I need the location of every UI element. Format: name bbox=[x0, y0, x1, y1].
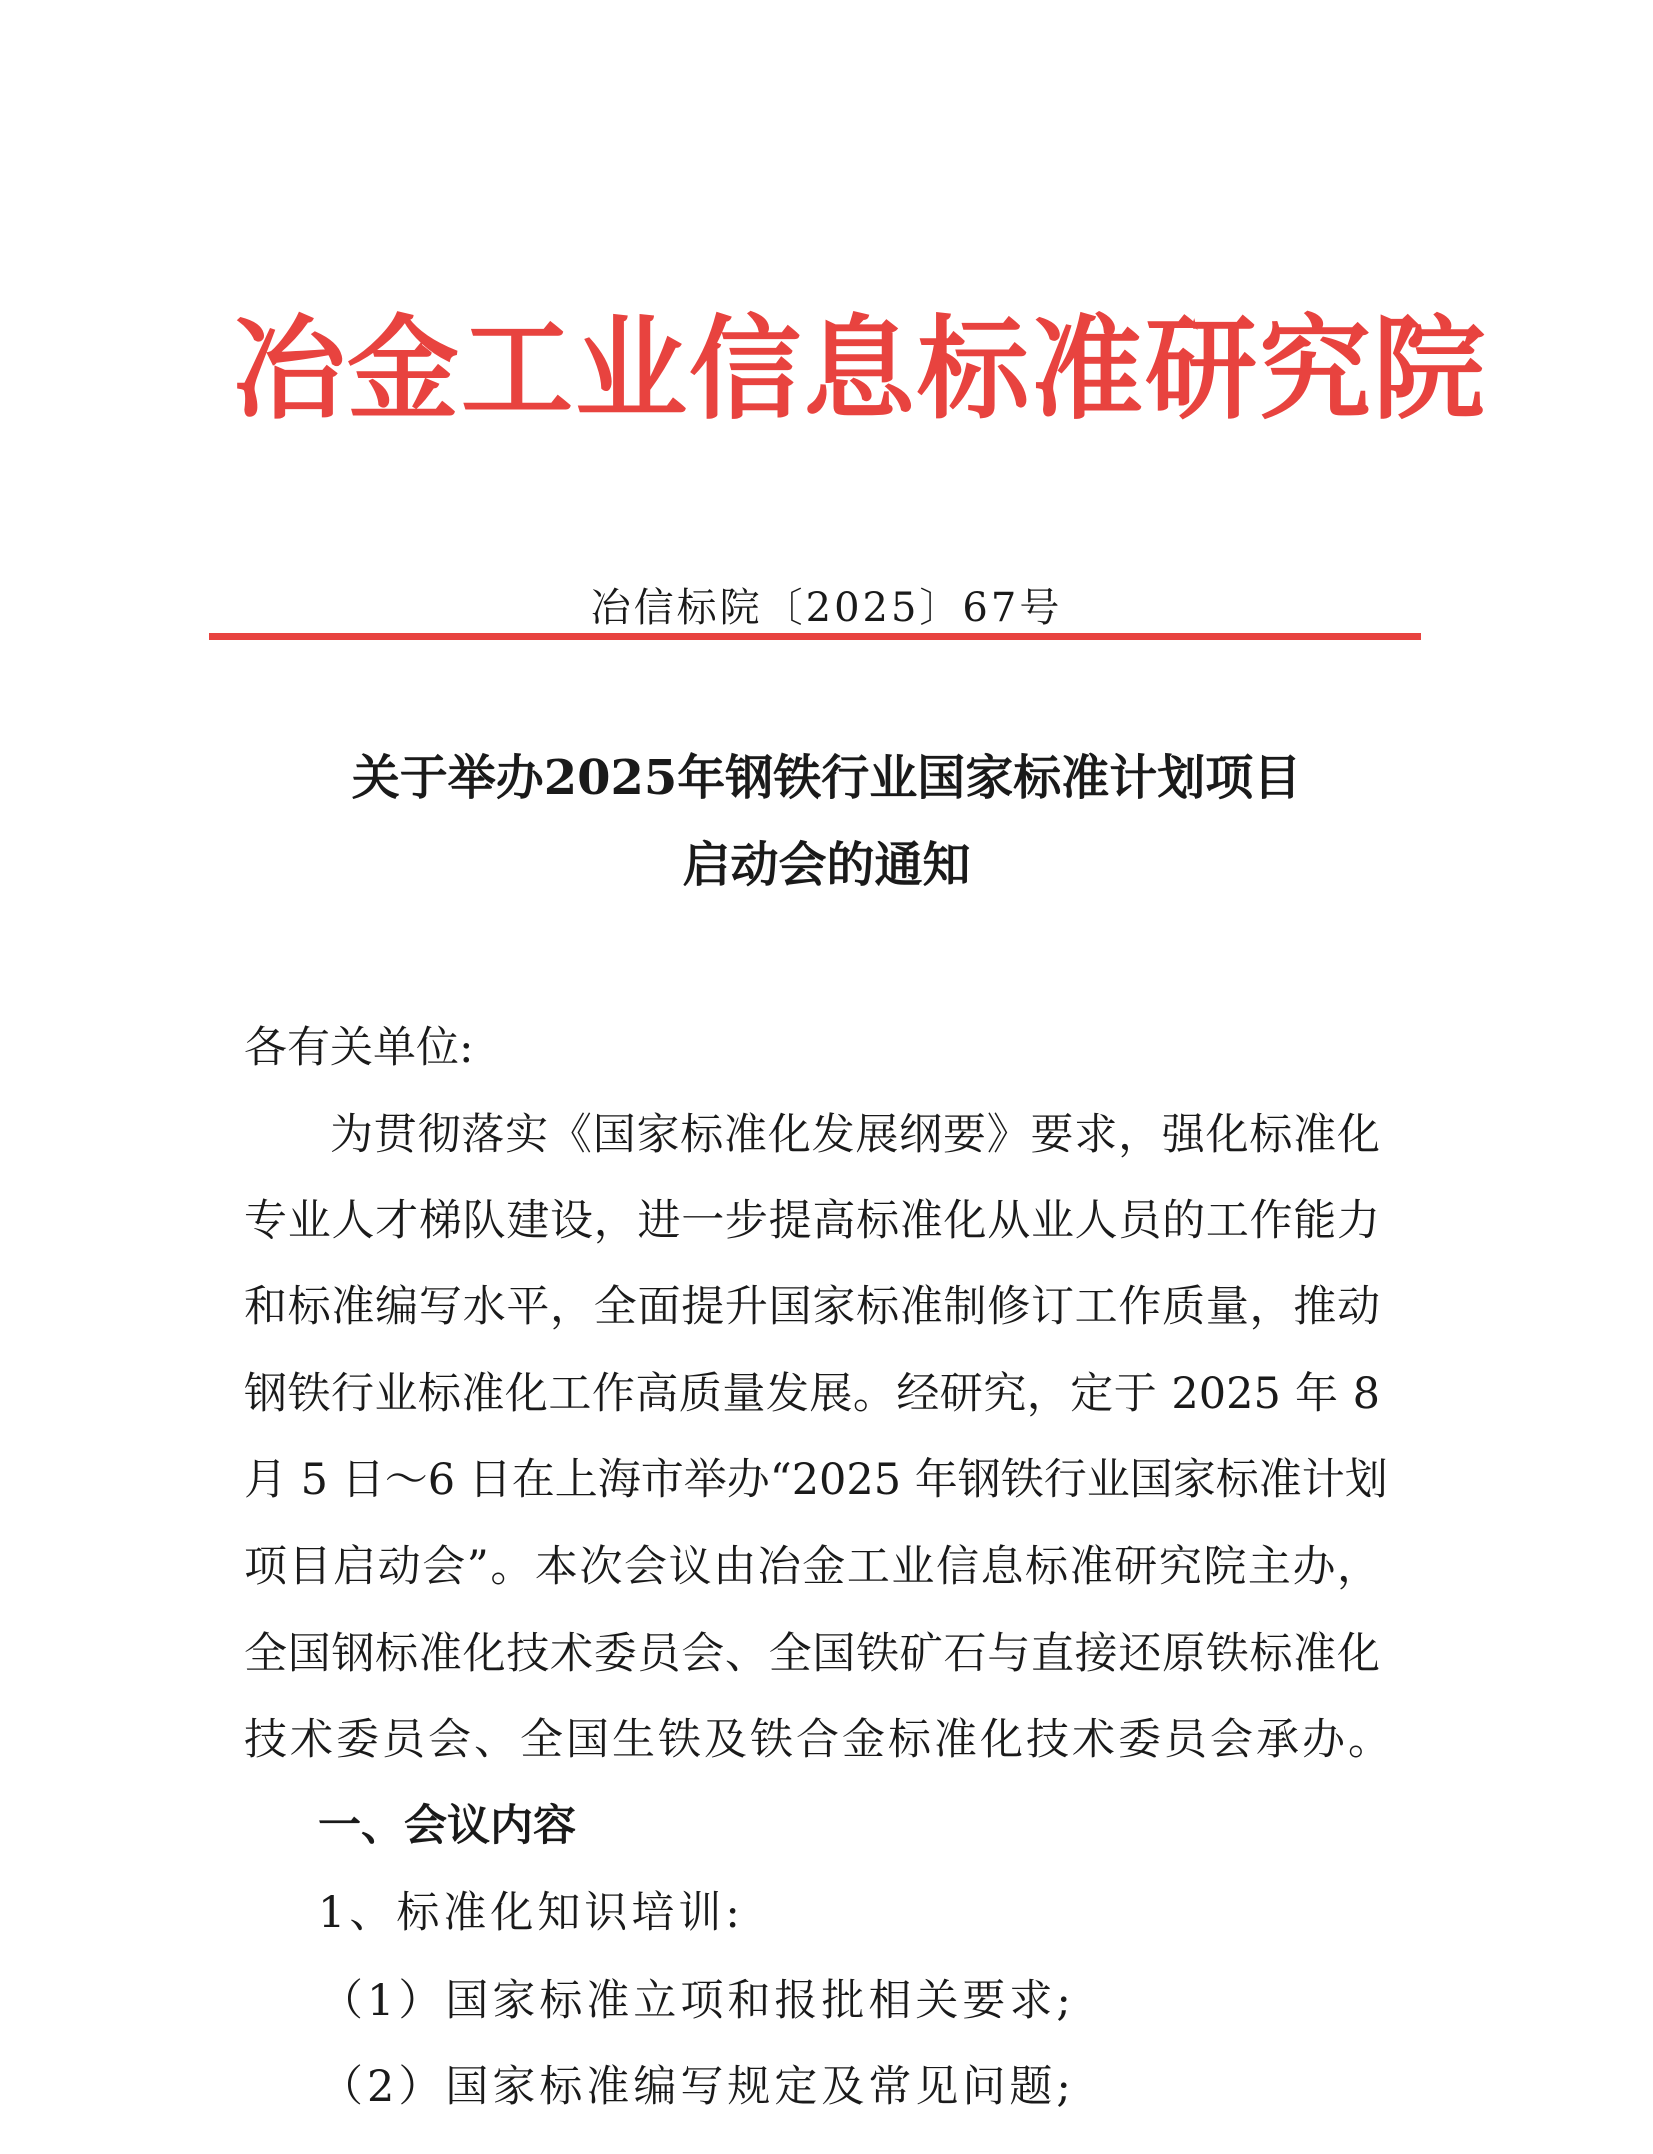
paragraph-line: 全国钢标准化技术委员会、全国铁矿石与直接还原铁标准化 bbox=[244, 1629, 1380, 1679]
list-subitem: （2）国家标准编写规定及常见问题; bbox=[320, 2062, 1075, 2112]
salutation: 各有关单位: bbox=[244, 1023, 474, 1073]
paragraph-line: 月 5 日～6 日在上海市举办“2025 年钢铁行业国家标准计划 bbox=[244, 1455, 1388, 1505]
notice-title-line1: 关于举办2025年钢铁行业国家标准计划项目 bbox=[351, 750, 1302, 806]
document-number: 冶信标院〔2025〕67号 bbox=[590, 585, 1063, 631]
organization-letterhead: 冶金工业信息标准研究院 bbox=[233, 304, 1487, 435]
red-divider-line bbox=[209, 633, 1421, 640]
paragraph-line: 技术委员会、全国生铁及铁合金标准化技术委员会承办。 bbox=[244, 1715, 1394, 1765]
paragraph-line: 为贯彻落实《国家标准化发展纲要》要求，强化标准化 bbox=[330, 1110, 1380, 1160]
list-subitem: （1）国家标准立项和报批相关要求; bbox=[320, 1976, 1075, 2026]
notice-title-line2: 启动会的通知 bbox=[682, 837, 971, 893]
section-heading: 一、会议内容 bbox=[318, 1801, 576, 1851]
paragraph-line: 和标准编写水平，全面提升国家标准制修订工作质量，推动 bbox=[244, 1282, 1380, 1332]
paragraph-line: 钢铁行业标准化工作高质量发展。经研究，定于 2025 年 8 bbox=[244, 1369, 1380, 1419]
paragraph-line: 专业人才梯队建设，进一步提高标准化从业人员的工作能力 bbox=[244, 1196, 1380, 1246]
paragraph-line: 项目启动会”。本次会议由冶金工业信息标准研究院主办， bbox=[244, 1542, 1380, 1592]
list-item: 1、标准化知识培训: bbox=[318, 1888, 744, 1938]
